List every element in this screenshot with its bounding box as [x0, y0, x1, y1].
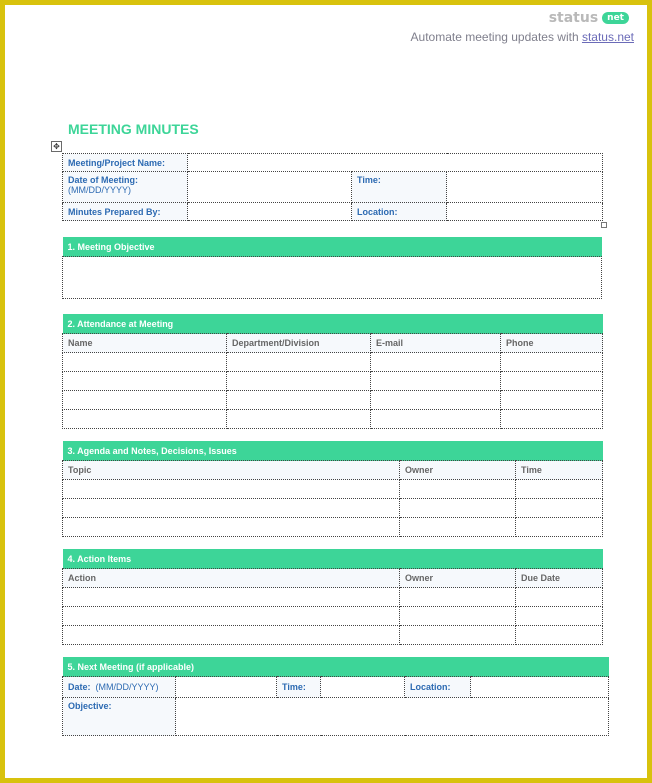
time-label: Time:: [352, 172, 447, 203]
attendance-cell[interactable]: [501, 353, 603, 372]
action-cell[interactable]: [63, 607, 400, 626]
prepared-by-field[interactable]: [188, 203, 352, 221]
attendance-cell[interactable]: [227, 410, 371, 429]
date-format-text: (MM/DD/YYYY): [68, 185, 131, 195]
action-items-table: [62, 549, 603, 645]
next-date-label: [63, 677, 176, 698]
agenda-col-owner: Owner: [400, 461, 516, 480]
attendance-cell[interactable]: [227, 391, 371, 410]
attendance-cell[interactable]: [371, 353, 501, 372]
agenda-cell[interactable]: [63, 518, 400, 537]
objective-field[interactable]: [63, 257, 602, 299]
attendance-col-phone: Phone: [501, 334, 603, 353]
table-resize-handle[interactable]: [601, 222, 607, 228]
project-name-label: Meeting/Project Name:: [63, 154, 188, 172]
prepared-by-label: Minutes Prepared By:: [63, 203, 188, 221]
date-label-text: Date of Meeting:: [68, 175, 139, 185]
next-time-field[interactable]: [321, 677, 405, 698]
next-date-field[interactable]: [176, 677, 277, 698]
status-net-logo[interactable]: [549, 10, 629, 26]
attendance-cell[interactable]: [371, 410, 501, 429]
page-title: MEETING MINUTES: [68, 121, 199, 137]
actions-col-action: Action: [63, 569, 400, 588]
tagline: [411, 30, 634, 44]
next-meeting-header: 5. Next Meeting (if applicable): [63, 657, 609, 677]
action-cell[interactable]: [516, 626, 603, 645]
agenda-cell[interactable]: [516, 480, 603, 499]
action-cell[interactable]: [63, 588, 400, 607]
agenda-header: 3. Agenda and Notes, Decisions, Issues: [63, 441, 603, 461]
time-field[interactable]: [447, 172, 603, 203]
attendance-cell[interactable]: [63, 353, 227, 372]
attendance-col-email: E-mail: [371, 334, 501, 353]
attendance-cell[interactable]: [63, 372, 227, 391]
next-objective-label: Objective:: [63, 698, 176, 736]
next-objective-field[interactable]: [176, 698, 609, 736]
action-cell[interactable]: [400, 588, 516, 607]
meeting-info-table: [62, 153, 603, 221]
table-move-icon[interactable]: ✥: [51, 141, 62, 152]
next-location-field[interactable]: [471, 677, 609, 698]
next-date-label-text: Date:: [68, 682, 91, 692]
attendance-table: [62, 314, 603, 429]
next-location-label: Location:: [405, 677, 471, 698]
agenda-table: [62, 441, 603, 537]
attendance-col-department: Department/Division: [227, 334, 371, 353]
agenda-col-topic: Topic: [63, 461, 400, 480]
attendance-cell[interactable]: [227, 353, 371, 372]
actions-col-owner: Owner: [400, 569, 516, 588]
attendance-cell[interactable]: [63, 391, 227, 410]
next-date-format: (MM/DD/YYYY): [95, 682, 159, 692]
agenda-cell[interactable]: [516, 518, 603, 537]
action-cell[interactable]: [516, 588, 603, 607]
project-name-field[interactable]: [188, 154, 603, 172]
attendance-cell[interactable]: [501, 372, 603, 391]
attendance-col-name: Name: [63, 334, 227, 353]
agenda-cell[interactable]: [63, 480, 400, 499]
attendance-cell[interactable]: [371, 391, 501, 410]
agenda-cell[interactable]: [63, 499, 400, 518]
date-of-meeting-field[interactable]: [188, 172, 352, 203]
attendance-cell[interactable]: [501, 391, 603, 410]
brand-badge: net: [602, 12, 629, 24]
tagline-text: Automate meeting updates with: [410, 30, 582, 44]
attendance-cell[interactable]: [227, 372, 371, 391]
agenda-cell[interactable]: [516, 499, 603, 518]
attendance-cell[interactable]: [501, 410, 603, 429]
next-time-label: Time:: [277, 677, 321, 698]
document-page: [5, 5, 647, 778]
location-field[interactable]: [447, 203, 603, 221]
status-net-link[interactable]: status.net: [581, 30, 634, 44]
attendance-cell[interactable]: [63, 410, 227, 429]
next-meeting-table: [62, 657, 609, 736]
agenda-cell[interactable]: [400, 518, 516, 537]
action-cell[interactable]: [400, 626, 516, 645]
brand-name: status: [548, 10, 599, 26]
action-cell[interactable]: [516, 607, 603, 626]
objective-table: [62, 237, 602, 299]
attendance-header: 2. Attendance at Meeting: [63, 314, 603, 334]
date-of-meeting-label: [63, 172, 188, 203]
agenda-col-time: Time: [516, 461, 603, 480]
action-cell[interactable]: [63, 626, 400, 645]
action-items-header: 4. Action Items: [63, 549, 603, 569]
agenda-cell[interactable]: [400, 480, 516, 499]
location-label: Location:: [352, 203, 447, 221]
action-cell[interactable]: [400, 607, 516, 626]
attendance-cell[interactable]: [371, 372, 501, 391]
agenda-cell[interactable]: [400, 499, 516, 518]
actions-col-due-date: Due Date: [516, 569, 603, 588]
objective-header: 1. Meeting Objective: [63, 237, 602, 257]
